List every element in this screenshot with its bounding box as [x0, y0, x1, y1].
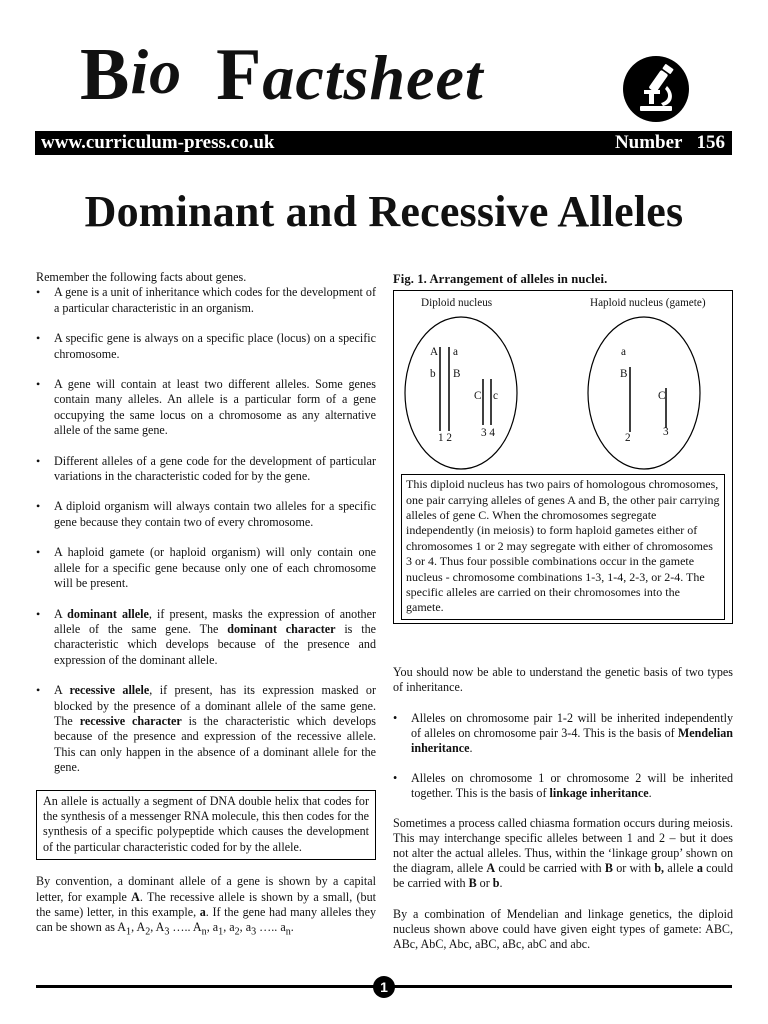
masthead-title: [80, 34, 680, 116]
masthead-letter-b: B: [80, 34, 131, 116]
allele-label: C: [658, 390, 666, 403]
gamete-types-text: By a combination of Mendelian and linkage genetics, the diploid nucleus shown above could have given eight types of gamete: ABC, ABc, AbC, Abc, aBC, aBc, abC and abc.: [393, 906, 733, 952]
chromosome-number: 1 2: [438, 432, 452, 445]
fact-item: • A specific gene is always on a specific place (locus) on a specific chromosome.: [36, 331, 376, 362]
page-number: 1: [373, 976, 395, 998]
linkage-item: • Alleles on chromosome 1 or chromosome 2 will be inherited together. This is the basis of linkage inheritance.: [393, 771, 733, 801]
term-dominant-character: dominant character: [227, 621, 336, 636]
fact-item-dominant: • A dominant allele, if present, masks the expression of another allele of the same gene. The dominant character is the characteristic which develops because of the presence and expression of the dominant allele.: [36, 607, 376, 669]
figure-caption: Fig. 1. Arrangement of alleles in nuclei.: [393, 272, 608, 286]
right-column: [393, 272, 733, 952]
header-bar: [35, 131, 732, 155]
diploid-label: Diploid nucleus: [421, 297, 493, 310]
allele-label: a: [453, 346, 458, 359]
fact-item: • A gene is a unit of inheritance which codes for the development of a particular characteristic in an organism.: [36, 285, 376, 316]
facts-list: [36, 285, 376, 775]
masthead-io: io: [130, 36, 183, 107]
chromosome-number: 2: [625, 432, 631, 445]
mendelian-item: • Alleles on chromosome pair 1-2 will be inherited independently of alleles on chromosome pair 3-4. This is the basis of Mendelian inheritance.: [393, 711, 733, 757]
intro-text: Remember the following facts about genes.: [36, 270, 247, 284]
masthead-actsheet: actsheet: [262, 42, 484, 113]
masthead-letter-f: F: [216, 34, 263, 116]
allele-figure: [393, 290, 733, 624]
page-title: Dominant and Recessive Alleles: [84, 187, 684, 236]
chromosome-number: 3 4: [481, 427, 495, 440]
fact-item-recessive: • A recessive allele, if present, has its expression masked or blocked by the presence of a dominant allele of the same gene. The recessive character is the characteristic which develops because of the presence and expression of the recessive allele. This can only happen in the absence of a dominant allele for the gene.: [36, 683, 376, 775]
chromosome-number: 3: [663, 426, 669, 439]
term-recessive-character: recessive character: [79, 713, 182, 728]
haploid-label: Haploid nucleus (gamete): [590, 297, 706, 310]
allele-label: B: [620, 368, 628, 381]
figure-explanation: This diploid nucleus has two pairs of homologous chromosomes, one pair carrying alleles of genes A and B, the other pair carrying alleles of gene C. When the chromosomes segregate independently (in meiosis) to form haploid gametes either of chromosomes 1 or 2 may segregate with either of chromosomes 3 or 4. Thus four possible combinations occur in the gamete nucleus - chromosome combinations 1-3, 1-4, 2-3, or 2-4. The specific alleles are carried on their chromosomes into the gamete.: [401, 474, 725, 620]
diploid-nucleus-ellipse: [405, 317, 517, 469]
number-label: Number: [614, 132, 683, 153]
issue-number: [615, 132, 725, 154]
fact-item: • Different alleles of a gene code for the development of particular variations in the characteristic coded for by the gene.: [36, 454, 376, 485]
term-linkage: linkage inheritance: [549, 786, 649, 801]
masthead: [80, 34, 680, 130]
allele-label: a: [621, 346, 626, 359]
microscope-icon: [623, 56, 689, 122]
term-recessive-allele: recessive allele: [69, 683, 150, 698]
fact-item: • A haploid gamete (or haploid organism) will only contain one allele for a specific gene because only one of each chromosome will be present.: [36, 545, 376, 591]
term-dominant-allele: dominant allele: [67, 606, 149, 621]
term-mendelian: Mendelian inheritance: [411, 725, 733, 756]
website-link[interactable]: www.curriculum-press.co.uk: [41, 132, 275, 153]
inheritance-list: [393, 711, 733, 802]
allele-label: c: [493, 390, 498, 403]
convention-text: By convention, a dominant allele of a gene is shown by a capital letter, for example A. The recessive allele is shown by a small, (but the same) letter, in this example, a. If the gene had many alleles they can be shown as $A_1$, $A_2$, $A_3$ ….. $A_n$, $a_1$, $a_2$, $a_3$ ….. $a_n$.: [36, 874, 377, 938]
allele-label: b: [430, 368, 436, 381]
chiasma-text: Sometimes a process called chiasma formation occurs during meiosis. This may interchange specific alleles between 1 and 2 – but it does not alter the actual alleles. Thus, within the ‘linkage group’ shown on the diagram, allele A could be carried with B or with b, allele a could be carried with B or b.: [393, 815, 733, 891]
fact-item: • A gene will contain at least two different alleles. Some genes contain many alleles. An allele is a particular form of a gene occupying the same locus on a chromosome as any alternative allele of the same gene.: [36, 377, 376, 439]
allele-label: C: [474, 390, 482, 403]
fact-item: • A diploid organism will always contain two alleles for a specific gene because they contain two of every chromosome.: [36, 499, 376, 530]
left-column: [36, 270, 376, 940]
dna-info-box: An allele is actually a segment of DNA double helix that codes for the synthesis of a messenger RNA molecule, this then codes for the synthesis of a specific polypeptide which causes the development of the particular characteristic coded for by the allele.: [36, 790, 376, 861]
allele-label: A: [430, 346, 439, 359]
allele-label: B: [453, 368, 461, 381]
haploid-nucleus-ellipse: [588, 317, 700, 469]
inheritance-intro: You should now be able to understand the genetic basis of two types of inheritance.: [393, 665, 733, 695]
number-value: 156: [696, 132, 725, 153]
